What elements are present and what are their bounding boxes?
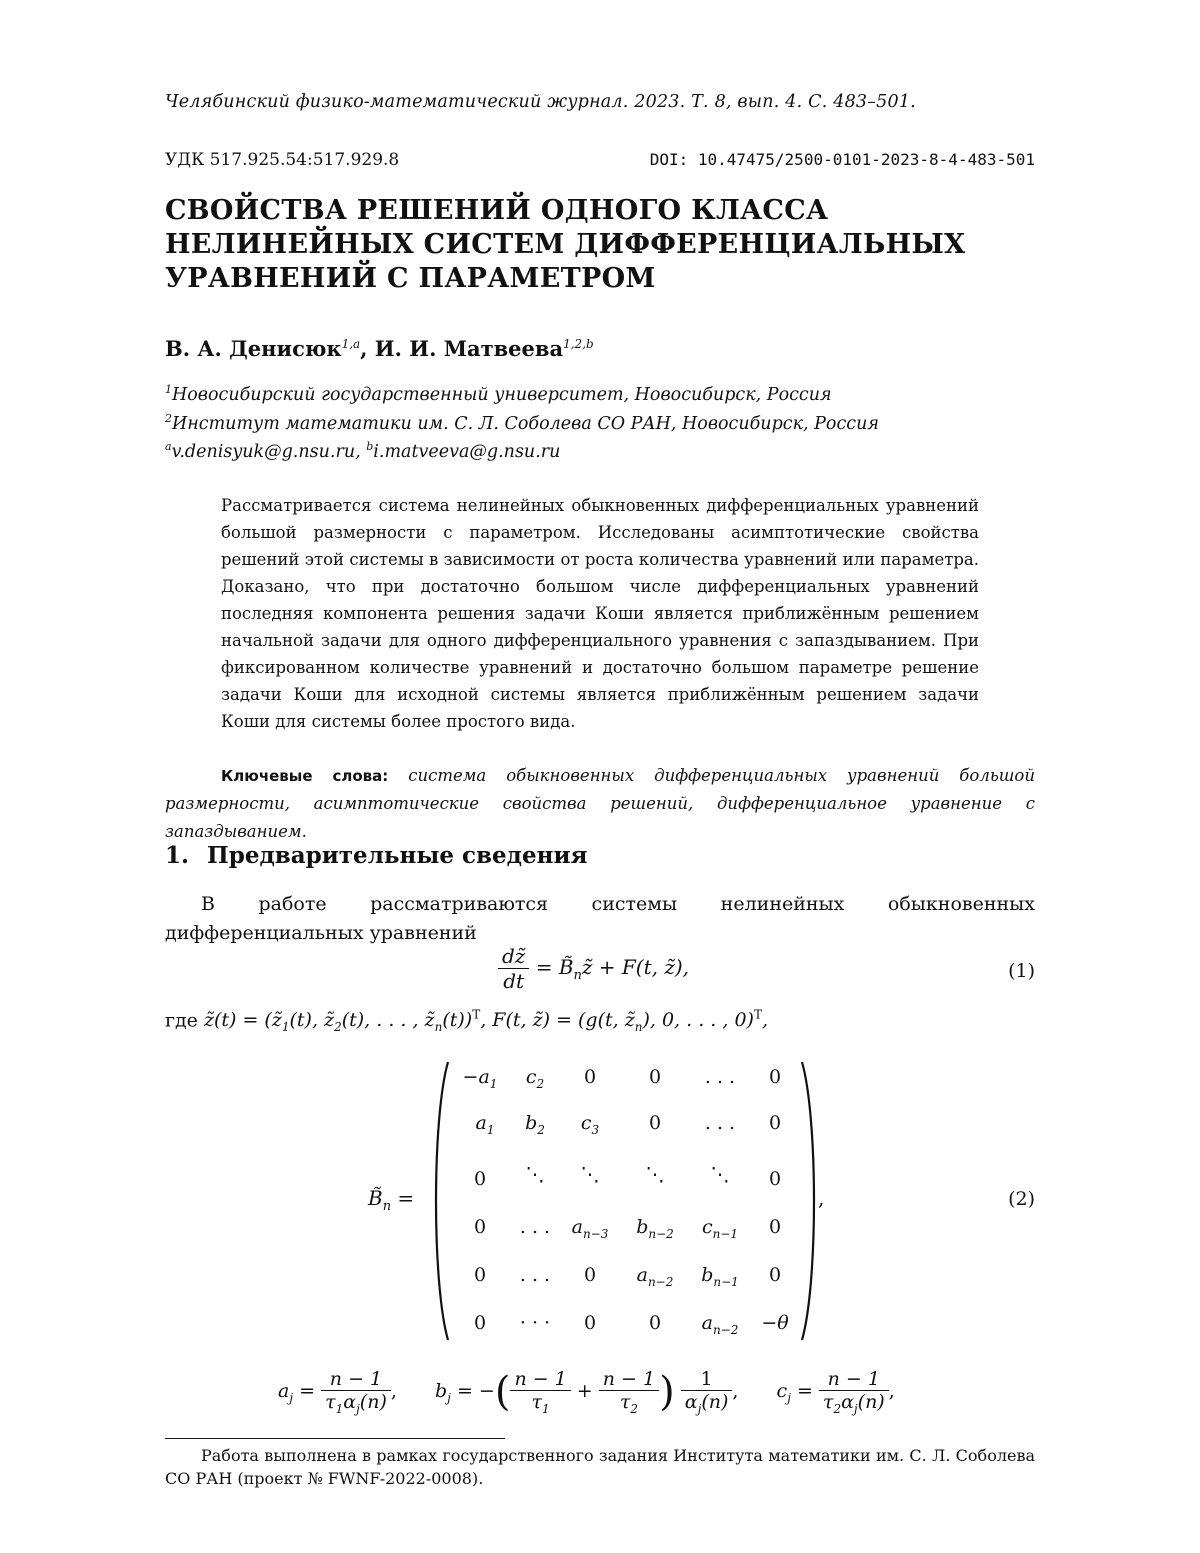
affiliation: [165, 412, 879, 434]
affiliation: [165, 383, 832, 405]
matrix-cell: −θ: [761, 1312, 789, 1334]
body-paragraph: В работе рассматриваются системы нелинейных обыкновенных дифференциальных уравнений: [165, 893, 1035, 944]
comma: ,: [818, 1186, 825, 1210]
section-title: Предварительные сведения: [207, 842, 588, 869]
matrix-cell: . . .: [704, 1066, 736, 1088]
matrix-cell: · · ·: [519, 1312, 551, 1334]
matrix-cell: $a_1$: [475, 1112, 495, 1137]
matrix-cell: $c_{n-1}$: [701, 1216, 739, 1241]
equation-1: $\frac{dz̃}{dt}$ = $B̃_nz̃ + F(t$, z̃),: [498, 944, 689, 993]
affiliation-text: Институт математики им. С. Л. Соболева СО РАН, Новосибирск, Россия: [172, 413, 879, 434]
matrix-cell: ⋱: [645, 1164, 665, 1186]
doi: DOI: 10.47475/2500-0101-2023-8-4-483-501: [649, 150, 1035, 169]
matrix-cell: 0: [768, 1168, 782, 1190]
matrix-cell: $b_{n-2}$: [636, 1216, 674, 1241]
matrix-cell: ⋱: [710, 1164, 730, 1186]
matrix-cell: $a_{n-2}$: [701, 1312, 739, 1337]
matrix-cell: $b_2$: [525, 1112, 545, 1137]
footnote: Работа выполнена в рамках государственного задания Института математики им. С. Л. Соболева СО РАН (проект № FWNF-2022-0008).: [165, 1446, 1035, 1488]
affiliation-mark: 1: [165, 383, 172, 396]
affiliation-mark: 2: [165, 412, 172, 425]
author-separator: ,: [360, 336, 375, 361]
matrix-cell: 0: [583, 1264, 597, 1286]
matrix-cell: 0: [768, 1264, 782, 1286]
journal-citation: Челябинский физико-математический журнал. 2023. Т. 8, вып. 4. С. 483–501.: [165, 92, 916, 112]
matrix-cell: 0: [583, 1066, 597, 1088]
paper-title: [165, 194, 1045, 296]
email-link[interactable]: i.matveeva@g.nsu.ru: [373, 441, 561, 462]
matrix-cell: . . .: [519, 1216, 551, 1238]
matrix-cell: 0: [648, 1066, 662, 1088]
where-word: где: [165, 1009, 198, 1032]
author-name: В. А. Денисюк: [165, 336, 342, 361]
email-mark: b: [366, 440, 374, 453]
matrix-cell: . . .: [704, 1112, 736, 1134]
matrix-cell: $c_2$: [525, 1066, 545, 1091]
email-mark: a: [165, 440, 172, 453]
matrix-cell: 0: [648, 1312, 662, 1334]
email-line: [165, 440, 560, 462]
matrix-cell: 0: [648, 1112, 662, 1134]
footnote-rule: [165, 1438, 505, 1439]
matrix-cell: $a_{n-2}$: [636, 1264, 674, 1289]
matrix-cell: ⋱: [525, 1164, 545, 1186]
matrix-cell: 0: [768, 1216, 782, 1238]
keywords: [165, 762, 1035, 846]
matrix-cell: $-a_1$: [462, 1066, 498, 1091]
matrix-lhs: $B̃_n$ =: [368, 1186, 415, 1214]
affiliation-text: Новосибирский государственный университет, Новосибирск, Россия: [172, 384, 832, 405]
matrix-cell: 0: [583, 1312, 597, 1334]
abstract: Рассматривается система нелинейных обыкновенных дифференциальных уравнений большой размерности с параметром. Исследованы асимптотические свойства решений этой системы в зависимости от роста количества уравнений или параметра. Доказано, что при достаточно большом числе дифференциальных уравнений последняя компонента решения задачи Коши является приближённым решением начальной задачи для одного дифференциального уравнения с запаздыванием. При фиксированном количестве уравнений и достаточно большом параметре решение задачи Коши для исходной системы является приближённым решением задачи Коши для системы более простого вида.: [221, 496, 979, 731]
keywords-text: система обыкновенных дифференциальных уравнений большой размерности, асимптотические свойства решений, дифференциальное уравнение с запаздыванием.: [165, 766, 1035, 841]
section-number: 1.: [165, 842, 190, 869]
matrix-cell: 0: [768, 1112, 782, 1134]
equation-number: (1): [1008, 960, 1035, 982]
title-line: НЕЛИНЕЙНЫХ СИСТЕМ ДИФФЕРЕНЦИАЛЬНЫХ: [165, 229, 966, 260]
matrix-cell: ⋱: [580, 1164, 600, 1186]
coefficient-definitions: $a_j$ = $\frac{n - 1}{\tau_1\alpha_j(n)}$ , $b_j$ = −( $\frac{n - 1}{\tau_1}$ + $\frac{n - 1}{\tau_2}$ ) $\frac{1}{\alpha_j(n)}$ , $c_j$ = $\frac{n - 1}{\tau_2\alpha_j(n)}$ ,: [278, 1368, 895, 1416]
title-line: УРАВНЕНИЙ С ПАРАМЕТРОМ: [165, 263, 656, 294]
matrix-cell: $c_3$: [580, 1112, 600, 1137]
equation-number: (2): [1008, 1188, 1035, 1210]
author-superscript: 1,2,b: [563, 337, 594, 351]
equation-definition: где z̃(t) = ($z̃_1(t)$, $z̃_2(t)$, . . . , $z̃_n(t))^T$, F(t, z̃) = (g(t, $z̃_n$), 0, . . . , 0)$^T$,: [165, 1008, 769, 1035]
matrix-cell: 0: [473, 1312, 487, 1334]
matrix-cell: 0: [768, 1066, 782, 1088]
matrix-cell: 0: [473, 1264, 487, 1286]
author-name: И. И. Матвеева: [374, 336, 564, 361]
matrix-body: [360, 1060, 820, 1350]
keywords-label: Ключевые слова:: [221, 767, 389, 785]
matrix-cell: 0: [473, 1216, 487, 1238]
title-line: СВОЙСТВА РЕШЕНИЙ ОДНОГО КЛАССА: [165, 195, 829, 226]
matrix-cell: $a_{n-3}$: [571, 1216, 609, 1241]
matrix-cell: 0: [473, 1168, 487, 1190]
email-link[interactable]: v.denisyuk@g.nsu.ru,: [171, 441, 361, 462]
section-heading: [165, 842, 588, 869]
author-list: [165, 336, 594, 361]
matrix-cell: $b_{n-1}$: [701, 1264, 739, 1289]
matrix-cell: . . .: [519, 1264, 551, 1286]
udk-code: УДК 517.925.54:517.929.8: [165, 150, 400, 170]
author-superscript: 1,a: [341, 337, 361, 351]
